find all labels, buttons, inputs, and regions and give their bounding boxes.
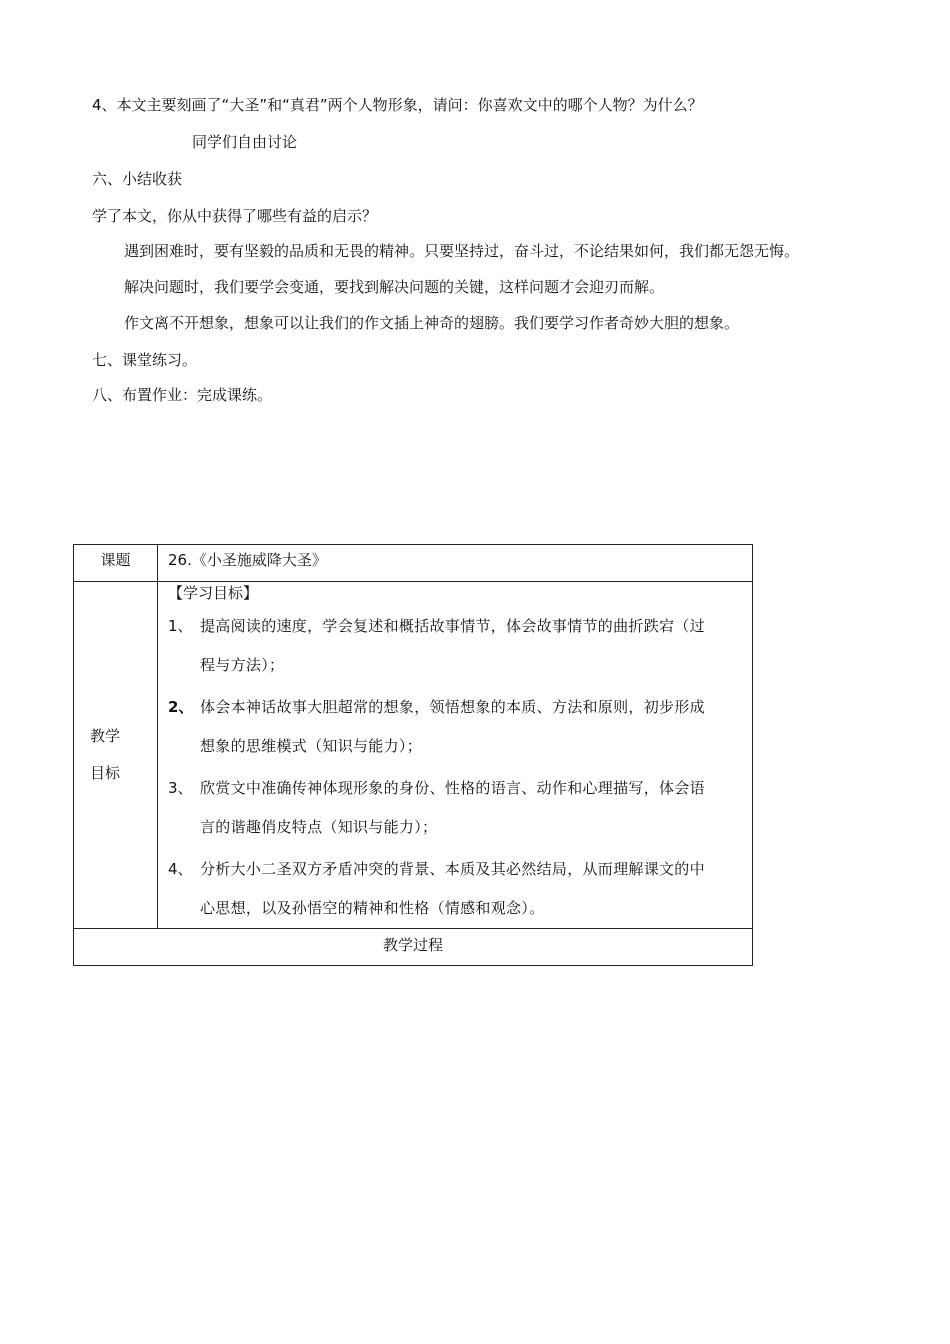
objective-item bbox=[168, 607, 742, 685]
topic-row bbox=[74, 545, 753, 582]
section-seven-heading: 七、课堂练习。 bbox=[92, 351, 198, 369]
objective-line: 提高阅读的速度，学会复述和概括故事情节，体会故事情节的曲折跌宕（过 bbox=[200, 617, 705, 635]
objective-line: 言的谐趣俏皮特点（知识与能力）； bbox=[200, 818, 438, 836]
objectives-label-line1: 教学 bbox=[90, 727, 121, 745]
objective-number: 3、 bbox=[168, 779, 193, 797]
objective-item bbox=[168, 850, 742, 928]
objective-item bbox=[168, 688, 742, 766]
section-eight-heading: 八、布置作业：完成课练。 bbox=[92, 386, 273, 404]
objectives-label-cell bbox=[74, 582, 158, 929]
objective-number: 2、 bbox=[168, 698, 194, 716]
insight-2: 解决问题时，我们要学会变通，要找到解决问题的关键，这样问题才会迎刃而解。 bbox=[124, 278, 665, 296]
objective-line: 程与方法）； bbox=[200, 656, 285, 674]
question-4: 4、本文主要刻画了“大圣”和“真君”两个人物形象，请问：你喜欢文中的哪个人物？为什么？ bbox=[92, 96, 703, 114]
objective-text bbox=[200, 769, 742, 847]
objective-line: 体会本神话故事大胆超常的想象，领悟想象的本质、方法和原则，初步形成 bbox=[200, 698, 705, 716]
process-label: 教学过程 bbox=[382, 936, 443, 954]
objective-text bbox=[200, 688, 742, 766]
insight-3: 作文离不开想象，想象可以让我们的作文插上神奇的翅膀。我们要学习作者奇妙大胆的想象。 bbox=[124, 314, 740, 332]
objective-number: 4、 bbox=[168, 860, 193, 878]
process-cell bbox=[74, 929, 753, 966]
topic-label: 课题 bbox=[100, 551, 131, 569]
objective-item bbox=[168, 769, 742, 847]
objective-line: 心思想，以及孙悟空的精神和性格（情感和观念）。 bbox=[200, 899, 545, 917]
objectives-label-line2: 目标 bbox=[90, 764, 121, 782]
lesson-title: 26.《小圣施威降大圣》 bbox=[168, 551, 327, 569]
objective-number: 1、 bbox=[168, 617, 193, 635]
objective-line: 想象的思维模式（知识与能力）； bbox=[200, 737, 423, 755]
section-six-heading: 六、小结收获 bbox=[92, 170, 183, 188]
process-row bbox=[74, 929, 753, 966]
objectives-content-cell bbox=[158, 582, 753, 929]
objectives-row bbox=[74, 582, 753, 929]
objective-line: 分析大小二圣双方矛盾冲突的背景、本质及其必然结局，从而理解课文的中 bbox=[200, 860, 705, 878]
objective-text bbox=[200, 850, 742, 928]
discussion-note: 同学们自由讨论 bbox=[192, 133, 298, 151]
topic-value-cell bbox=[158, 545, 753, 582]
lesson-plan-table bbox=[73, 544, 753, 966]
objective-line: 欣赏文中准确传神体现形象的身份、性格的语言、动作和心理描写，体会语 bbox=[200, 779, 705, 797]
objectives-heading: 【学习目标】 bbox=[168, 584, 259, 602]
objective-text bbox=[200, 607, 742, 685]
topic-label-cell bbox=[74, 545, 158, 582]
insight-1: 遇到困难时，要有坚毅的品质和无畏的精神。只要坚持过，奋斗过，不论结果如何，我们都无怨无悔。 bbox=[124, 242, 800, 260]
summary-question: 学了本文，你从中获得了哪些有益的启示？ bbox=[92, 207, 378, 225]
